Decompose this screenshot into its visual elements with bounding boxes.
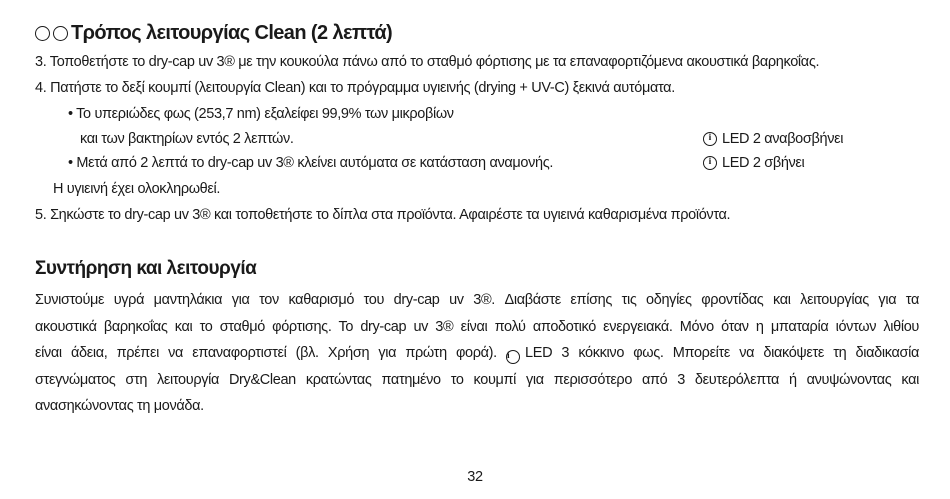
maintenance-paragraph [35, 287, 919, 420]
step-3: 3. Τοποθετήστε το dry-cap uv 3® με την κουκούλα πάνω από το σταθμό φόρτισης με τα επαναφορτιζόμενα ακουστικά βαρηκοΐας. [35, 54, 820, 70]
led-status-blinking [703, 131, 843, 147]
led-status-off [703, 155, 804, 171]
section-heading-maintenance: Συντήρηση και λειτουργία [35, 258, 257, 279]
paragraph-line: ακουστικά βαρηκοΐας και το σταθμό φόρτισης. Το dry-cap uv 3® είναι πολύ αποδοτικό ενεργειακά. Μόνο όταν η μπαταρία ιόντων λιθίου [35, 318, 919, 335]
hygiene-complete: Η υγιεινή έχει ολοκληρωθεί. [53, 181, 221, 197]
page-number: 32 [467, 469, 483, 485]
paragraph-text: είναι άδεια, πρέπει να επαναφορτιστεί (βλ. Χρήση για πρώτη φορά). [35, 345, 497, 362]
bullet-uv-line2: και των βακτηρίων εντός 2 λεπτών. [80, 131, 294, 147]
bullet-uv-line1: • Το υπεριώδες φως (253,7 nm) εξαλείφει 99,9% των μικροβίων [68, 106, 454, 122]
paragraph-line: ανασηκώνοντας τη μονάδα. [35, 398, 204, 415]
paragraph-line: στεγνώματος στη λειτουργία Dry&Clean κρατώντας πατημένο το κουμπί για περισσότερο από 3 δευτερόλεπτα ή ανυψώνοντας και [35, 371, 919, 388]
paragraph-text: LED 3 κόκκινο φως. Μπορείτε να διακόψετε τη διαδικασία [525, 345, 919, 362]
section-heading-clean-mode [35, 22, 392, 45]
section-title: Τρόπος λειτουργίας Clean (2 λεπτά) [71, 22, 393, 44]
step-5: 5. Σηκώστε το dry-cap uv 3® και τοποθετήστε το δίπλα στα προϊόντα. Αφαιρέστε τα υγιεινά καθαρισμένα προϊόντα. [35, 207, 731, 223]
info-icon: i [703, 132, 717, 146]
led-status-text: LED 2 σβήνει [722, 155, 805, 171]
circle-icon [35, 26, 50, 41]
step-4: 4. Πατήστε το δεξί κουμπί (λειτουργία Clean) και το πρόγραμμα υγιεινής (drying + UV-C) ξεκινά αυτόματα. [35, 80, 675, 96]
circle-icon [53, 26, 68, 41]
led-status-text: LED 2 αναβοσβήνει [722, 131, 844, 147]
paragraph-line: Συνιστούμε υγρά μαντηλάκια για τον καθαρισμό του dry-cap uv 3®. Διαβάστε επίσης τις οδηγίες φροντίδας και λειτουργίας για τα [35, 292, 919, 308]
bullet-standby: • Μετά από 2 λεπτά το dry-cap uv 3® κλείνει αυτόματα σε κατάσταση αναμονής. [68, 155, 554, 171]
info-icon: i [506, 350, 520, 364]
paragraph-line [35, 340, 919, 367]
info-icon: i [703, 156, 717, 170]
